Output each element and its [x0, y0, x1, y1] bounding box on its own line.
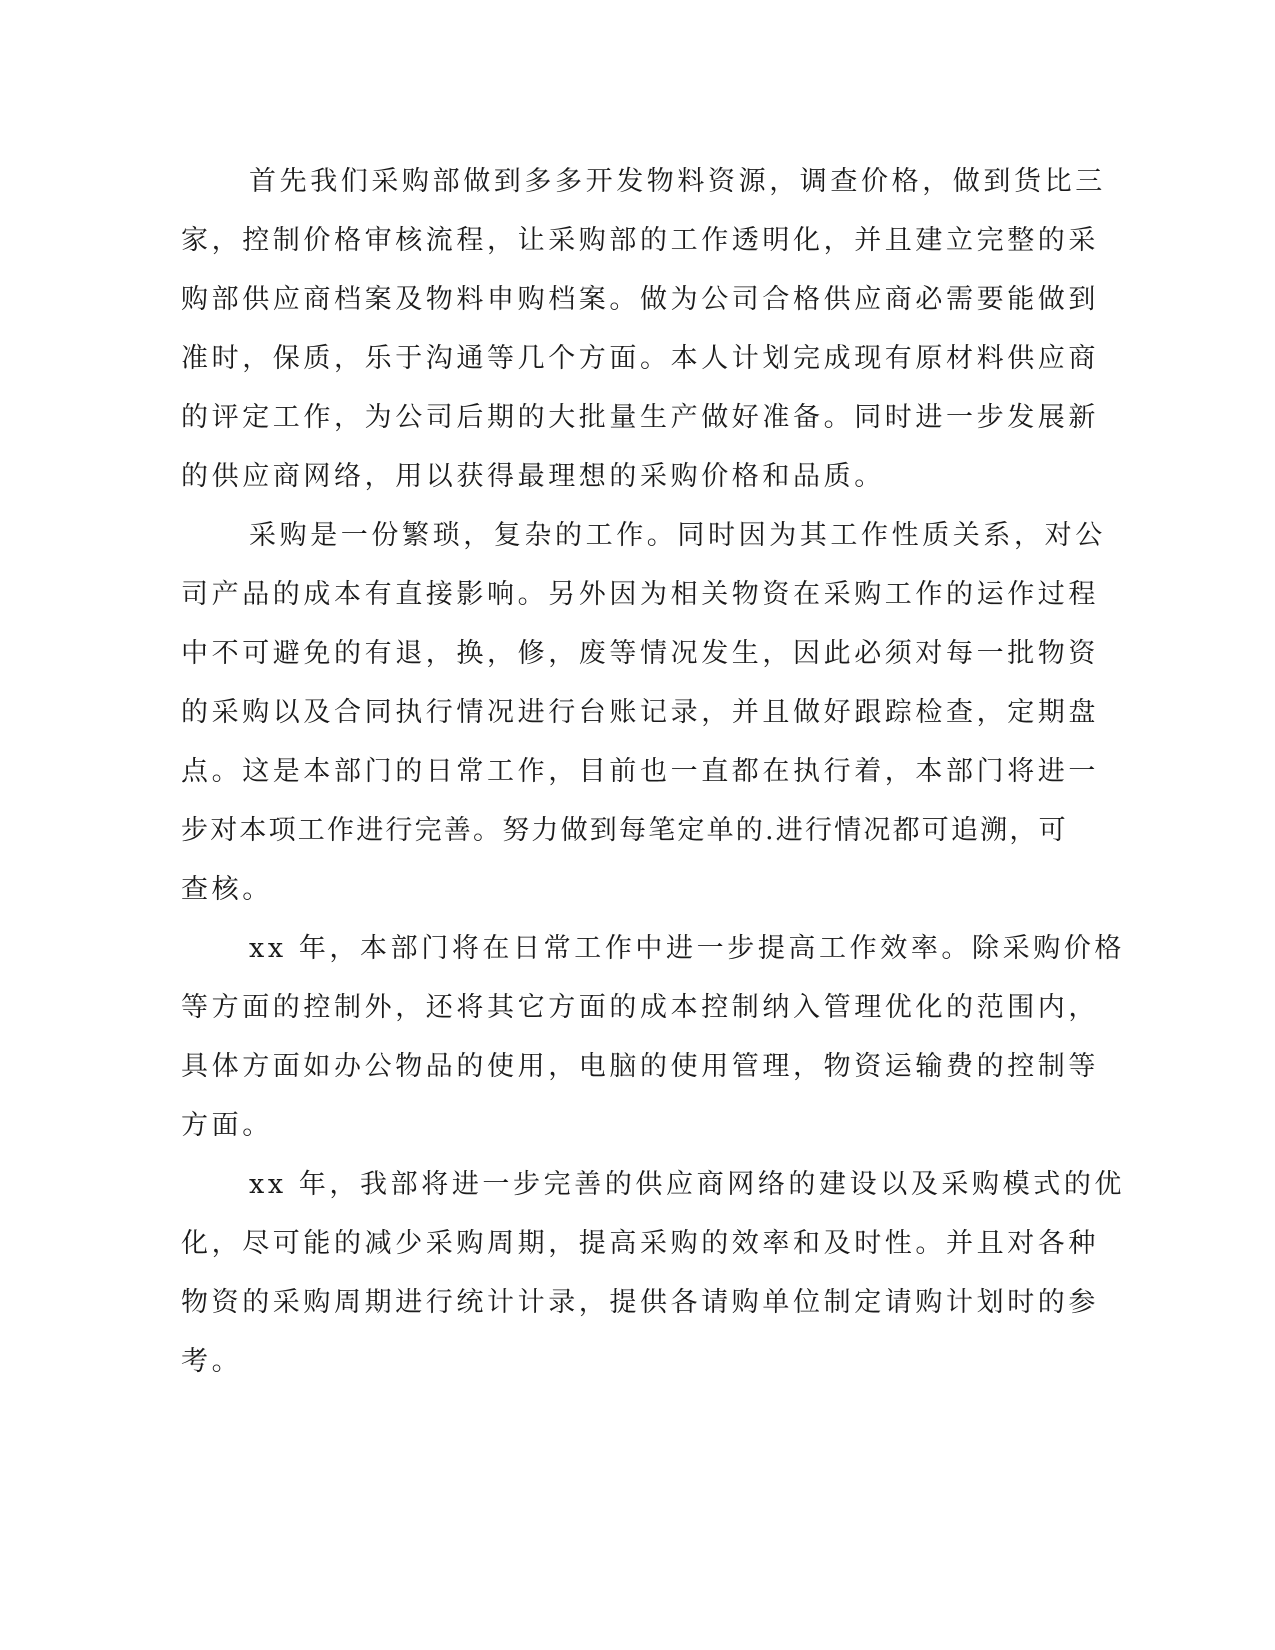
paragraph-line: 购部供应商档案及物料申购档案。做为公司合格供应商必需要能做到 [181, 284, 1099, 315]
document-body [181, 152, 1126, 1391]
paragraph-line: 司产品的成本有直接影响。另外因为相关物资在采购工作的运作过程 [181, 579, 1099, 610]
paragraph-line: 家，控制价格审核流程，让采购部的工作透明化，并且建立完整的采 [181, 225, 1099, 256]
paragraph-line: 采购是一份繁琐，复杂的工作。同时因为其工作性质关系，对公 [249, 520, 1106, 551]
paragraph-line: 考。 [181, 1346, 243, 1377]
paragraph-line: 具体方面如办公物品的使用，电脑的使用管理，物资运输费的控制等 [181, 1051, 1099, 1082]
paragraph-line: 化，尽可能的减少采购周期，提高采购的效率和及时性。并且对各种 [181, 1228, 1099, 1259]
paragraph-line: 的采购以及合同执行情况进行台账记录，并且做好跟踪检查，定期盘 [181, 697, 1099, 728]
paragraph-line: 首先我们采购部做到多多开发物料资源，调查价格，做到货比三 [249, 166, 1106, 197]
paragraph-4 [181, 1155, 1126, 1391]
paragraph-line: 物资的采购周期进行统计计录，提供各请购单位制定请购计划时的参 [181, 1287, 1099, 1318]
paragraph-line: 查核。 [181, 874, 273, 905]
paragraph-line: xx 年，我部将进一步完善的供应商网络的建设以及采购模式的优 [249, 1169, 1126, 1200]
paragraph-line: 步对本项工作进行完善。努力做到每笔定单的.进行情况都可追溯，可 [181, 815, 1068, 846]
paragraph-line: 方面。 [181, 1110, 273, 1141]
paragraph-2 [181, 506, 1106, 919]
paragraph-line: 的评定工作，为公司后期的大批量生产做好准备。同时进一步发展新 [181, 402, 1099, 433]
paragraph-line: xx 年，本部门将在日常工作中进一步提高工作效率。除采购价格 [249, 933, 1126, 964]
paragraph-line: 点。这是本部门的日常工作，目前也一直都在执行着，本部门将进一 [181, 756, 1099, 787]
paragraph-line: 准时，保质，乐于沟通等几个方面。本人计划完成现有原材料供应商 [181, 343, 1099, 374]
paragraph-line: 等方面的控制外，还将其它方面的成本控制纳入管理优化的范围内， [181, 992, 1099, 1023]
paragraph-line: 中不可避免的有退，换，修，废等情况发生，因此必须对每一批物资 [181, 638, 1099, 669]
paragraph-line: 的供应商网络，用以获得最理想的采购价格和品质。 [181, 461, 885, 492]
paragraph-3 [181, 919, 1126, 1155]
paragraph-1 [181, 152, 1106, 506]
